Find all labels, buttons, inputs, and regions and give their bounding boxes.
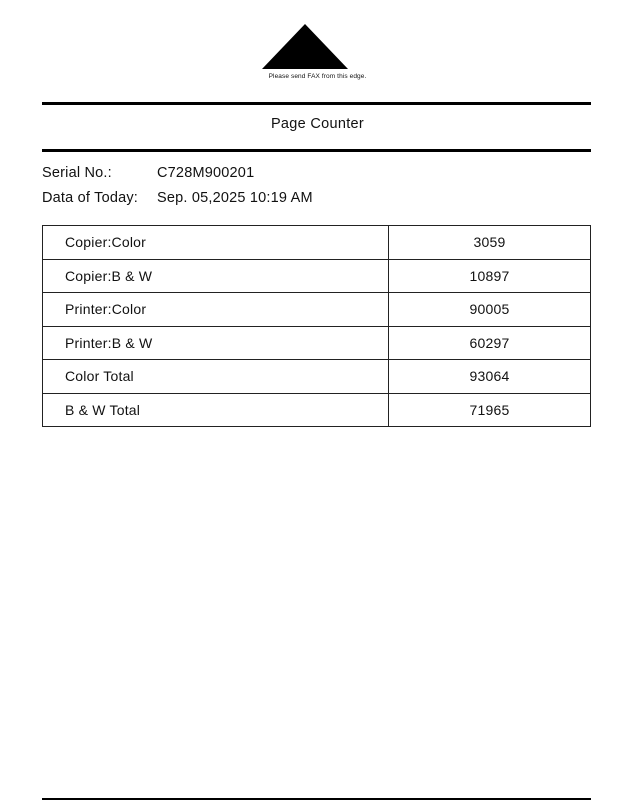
table-row <box>43 259 591 293</box>
counter-value: 10897 <box>389 259 591 293</box>
counter-value: 71965 <box>389 393 591 427</box>
table-row <box>43 360 591 394</box>
counter-value: 90005 <box>389 293 591 327</box>
serial-row <box>42 165 255 181</box>
table-row <box>43 326 591 360</box>
counter-value: 93064 <box>389 360 591 394</box>
counter-table <box>42 225 591 427</box>
serial-label: Serial No.: <box>42 165 112 181</box>
table-row <box>43 226 591 260</box>
top-divider <box>42 102 591 105</box>
fax-edge-triangle-icon <box>262 24 348 69</box>
page-title: Page Counter <box>270 116 365 132</box>
serial-value: C728M900201 <box>157 165 255 181</box>
counter-name: B & W Total <box>43 393 389 427</box>
date-label: Data of Today: <box>42 190 139 206</box>
title-divider <box>42 149 591 152</box>
date-value: Sep. 05,2025 10:19 AM <box>157 190 313 206</box>
date-row <box>42 190 313 206</box>
fax-edge-note: Please send FAX from this edge. <box>268 73 367 80</box>
table-row <box>43 293 591 327</box>
counter-name: Copier:B & W <box>43 259 389 293</box>
counter-name: Printer:B & W <box>43 326 389 360</box>
counter-value: 3059 <box>389 226 591 260</box>
table-row <box>43 393 591 427</box>
counter-name: Color Total <box>43 360 389 394</box>
counter-name: Copier:Color <box>43 226 389 260</box>
counter-value: 60297 <box>389 326 591 360</box>
counter-name: Printer:Color <box>43 293 389 327</box>
bottom-divider <box>42 798 591 800</box>
